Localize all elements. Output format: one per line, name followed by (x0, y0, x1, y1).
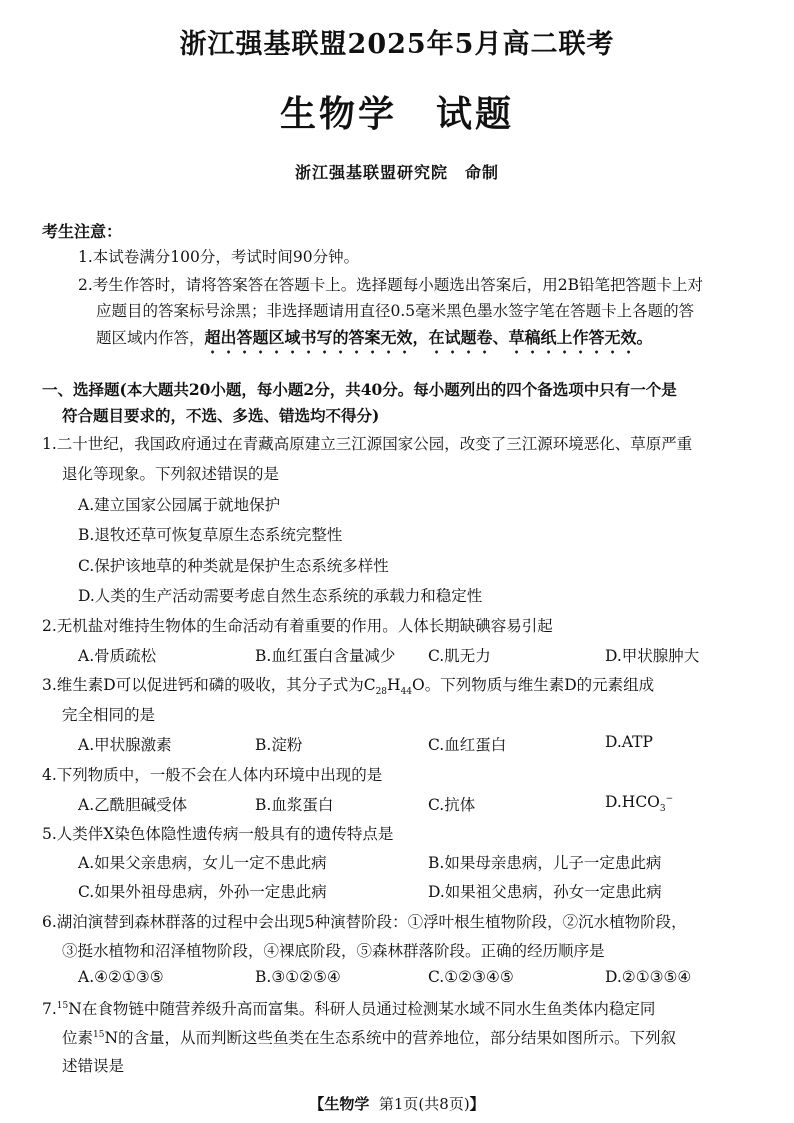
section-1-heading-line-2: 符合题目要求的，不选、多选、错选均不得分) (62, 406, 380, 425)
q7-number: 7. (42, 1000, 57, 1018)
notice-item-2-line-2: 应题目的答案标号涂黑；非选择题请用直径0.5毫米黑色墨水签字笔在答题卡上各题的答 (96, 302, 695, 320)
publisher: 浙江强基联盟研究院 命制 (294, 163, 499, 182)
q1-option-b: B.退牧还草可恢复草原生态系统完整性 (78, 526, 343, 544)
q6-stem-line-2: ③挺水植物和沼泽植物阶段，④裸底阶段，⑤森林群落阶段。正确的经历顺序是 (62, 942, 605, 960)
q7-stem-line-2-text: N的含量，从而判断这些鱼类在生态系统中的营养地位，部分结果如图所示。下列叙 (104, 1029, 677, 1047)
q1-stem-line-2: 退化等现象。下列叙述错误的是 (62, 465, 280, 483)
notice-item-1: 1.本试卷满分100分，考试时间90分钟。 (78, 248, 360, 266)
q5-stem: 5.人类伴X染色体隐性遗传病一般具有的遗传特点是 (42, 825, 394, 843)
q6-stem-line-1: 6.湖泊演替到森林群落的过程中会出现5种演替阶段：①浮叶根生植物阶段，②沉水植物阶段， (42, 913, 687, 931)
q6-option-c: C.①②③④⑤ (428, 968, 514, 986)
q7-sup-15-b: 15 (93, 1029, 105, 1040)
q7-stem-line-2-pre: 位素 (62, 1029, 94, 1047)
q3-sub-28: 28 (375, 687, 388, 698)
q2-option-a: A.骨质疏松 (78, 647, 157, 665)
exam-title: 浙江强基联盟2025年5月高二联考 (179, 29, 615, 60)
q2-stem: 2.无机盐对维持生物体的生命活动有着重要的作用。人体长期缺碘容易引起 (42, 617, 553, 635)
q3-stem-line-1 (42, 673, 654, 697)
q6-option-a: A.④②①③⑤ (78, 968, 164, 986)
q4-option-c: C.抗体 (428, 796, 476, 814)
q3-sub-44: 44 (400, 687, 413, 698)
footer-subject: 生物学 (324, 1095, 370, 1113)
q1-option-d: D.人类的生产活动需要考虑自然生态系统的承载力和稳定性 (78, 587, 483, 605)
q1-option-a: A.建立国家公园属于就地保护 (78, 496, 281, 514)
subject-title: 生物学 试题 (279, 93, 514, 135)
notice-item-2-plain: 题区域内作答， (96, 329, 205, 347)
q6-option-d: D.②①③⑤④ (605, 968, 692, 986)
q1-option-c: C.保护该地草的种类就是保护生态系统多样性 (78, 557, 389, 575)
q3-stem-post: O。下列物质与维生素D的元素组成 (412, 676, 655, 694)
q5-option-a: A.如果父亲患病，女儿一定不患此病 (78, 854, 327, 872)
q4-option-d-text: D.HCO (605, 793, 660, 811)
q1-stem-line-1: 1.二十世纪，我国政府通过在青藏高原建立三江源国家公园，改变了三江源环境恶化、草原严重 (42, 435, 693, 453)
q2-option-c: C.肌无力 (428, 647, 491, 665)
q4-option-b: B.血浆蛋白 (255, 796, 334, 814)
footer-left-bracket: 【 (309, 1095, 325, 1113)
q2-option-b: B.血红蛋白含量减少 (255, 647, 396, 665)
q4-stem: 4.下列物质中，一般不会在人体内环境中出现的是 (42, 766, 383, 784)
q2-option-d: D.甲状腺肿大 (605, 647, 700, 665)
q7-stem-line-1 (42, 997, 655, 1019)
q5-option-c: C.如果外祖母患病，外孙一定患此病 (78, 883, 327, 901)
section-1-heading-line-1: 一、选择题(本大题共20小题，每小题2分，共40分。每小题列出的四个备选项中只有一个是 (42, 380, 677, 399)
q4-option-a: A.乙酰胆碱受体 (78, 796, 188, 814)
q5-option-b: B.如果母亲患病，儿子一定患此病 (428, 854, 662, 872)
q4-option-d (605, 793, 673, 814)
q7-sup-15-a: 15 (56, 1000, 69, 1011)
q5-option-d: D.如果祖父患病，孙女一定患此病 (428, 883, 662, 901)
q7-stem-line-3: 述错误是 (62, 1057, 125, 1075)
q3-stem-line-2: 完全相同的是 (62, 706, 156, 724)
notice-item-2-line-1: 2.考生作答时，请将答案答在答题卡上。选择题每小题选出答案后，用2B铅笔把答题卡上对 (78, 276, 704, 294)
notice-item-2-line-3 (96, 325, 653, 357)
q4-option-d-sub: 3 (659, 804, 666, 815)
q3-option-d: D.ATP (605, 733, 653, 751)
q7-stem-line-1-text: N在食物链中随营养级升高而富集。科研人员通过检测某水域不同水生鱼类体内稳定同 (68, 1000, 656, 1018)
notice-heading: 考生注意： (42, 222, 123, 241)
q4-option-d-sup: − (665, 793, 674, 804)
footer-right-bracket: 】 (469, 1095, 485, 1113)
q3-option-c: C.血红蛋白 (428, 736, 507, 754)
q3-option-a: A.甲状腺激素 (78, 736, 172, 754)
footer-page-info: 第1页(共8页) (378, 1095, 470, 1113)
q3-option-b: B.淀粉 (255, 736, 303, 754)
q6-option-b: B.③①②⑤④ (255, 968, 341, 986)
q3-stem-h: H (387, 676, 401, 694)
q3-stem-pre: 3.维生素D可以促进钙和磷的吸收，其分子式为C (42, 676, 376, 694)
page-footer (0, 1093, 794, 1114)
q7-stem-line-2 (62, 1026, 676, 1048)
notice-item-2-emphasis: 超出答题区域书写的答案无效，在试题卷、草稿纸上作答无效。 (204, 328, 653, 347)
